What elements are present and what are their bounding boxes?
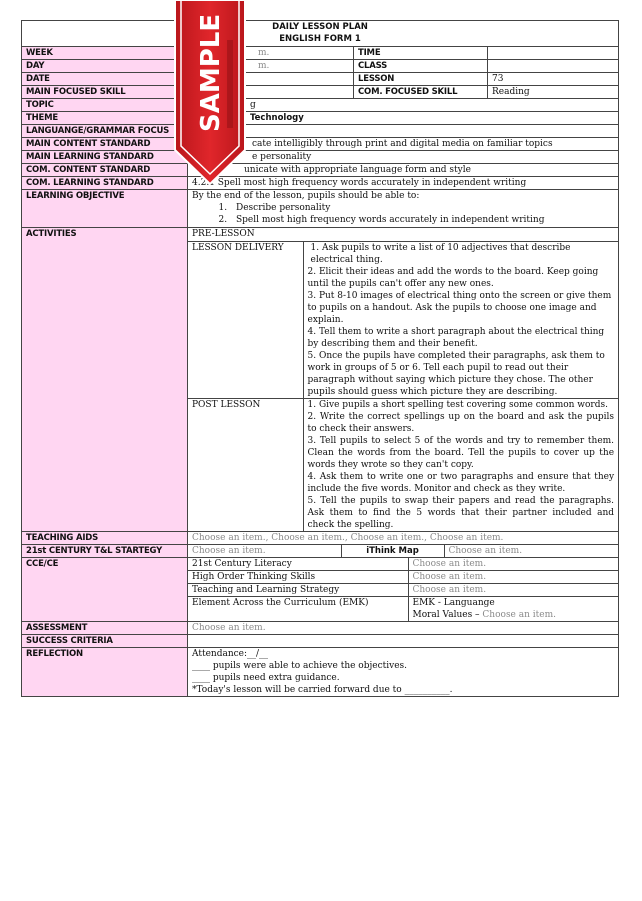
com-content-standard-value[interactable]: unicate with appropriate language form and style [188, 164, 619, 177]
com-learning-standard-value[interactable]: 4.2.1 Spell most high frequency words accurately in independent writing [188, 177, 619, 190]
c21-strategy-label: 21st CENTURY T&L STARTEGY [22, 544, 188, 557]
topic-label: TOPIC [22, 99, 188, 112]
ithink-map-label: iThink Map [341, 545, 444, 557]
main-learning-standard-label: MAIN LEARNING STANDARD [22, 151, 188, 164]
post-step: 3. Tell pupils to select 5 of the words and try to remember them. Clean the words from the board. Tell the pupils to cover up the words they wrote so they can't copy. [307, 435, 615, 470]
main-content-standard-label: MAIN CONTENT STANDARD [22, 138, 188, 151]
reflection-cell[interactable] [188, 648, 619, 697]
cce-item-name: 21st Century Literacy [188, 558, 408, 571]
class-label: CLASS [354, 60, 488, 73]
post-step: 4. Ask them to write one or two paragraphs and ensure that they include the five words. Monitor and check as they write. [307, 471, 615, 494]
grammar-label: LANGUANGE/GRAMMAR FOCUS [22, 125, 188, 138]
cce-item-value[interactable]: Choose an item. [408, 584, 618, 597]
week-label: WEEK [22, 47, 188, 60]
emk-label: Element Across the Curriculum (EMK) [188, 597, 408, 622]
c21-strategy-value[interactable]: Choose an item. [192, 545, 266, 556]
emk-language: EMK - Languange [412, 598, 495, 608]
delivery-step: 4. Tell them to write a short paragraph about the electrical thing by describing them and their benefit. [307, 326, 605, 349]
cce-label: CCE/CE [22, 557, 188, 622]
com-learning-standard-label: COM. LEARNING STANDARD [22, 177, 188, 190]
header-cell [22, 21, 619, 47]
cce-cell [188, 557, 619, 622]
com-skill-value[interactable]: Reading [488, 86, 619, 99]
delivery-step: 2. Elicit their ideas and add the words to the board. Keep going until the pupils can't offer any new ones. [307, 266, 599, 289]
emk-value[interactable] [408, 597, 618, 622]
learning-objective-intro: By the end of the lesson, pupils should be able to: [192, 191, 420, 201]
c21-strategy-table [188, 545, 618, 557]
lesson-delivery-label: LESSON DELIVERY [188, 241, 303, 398]
date-label: DATE [22, 73, 188, 86]
day-label: DAY [22, 60, 188, 73]
assessment-value[interactable]: Choose an item. [188, 622, 619, 635]
reflection-line: ____ pupils were able to achieve the objectives. [192, 661, 408, 671]
delivery-step: 1. Ask pupils to write a list of 10 adjectives that describe electrical thing. [310, 242, 571, 265]
time-value[interactable] [488, 47, 619, 60]
post-lesson-label: POST LESSON [188, 398, 303, 531]
cce-item-name: Teaching and Learning Strategy [188, 584, 408, 597]
com-content-standard-label: COM. CONTENT STANDARD [22, 164, 188, 177]
theme-value[interactable]: Technology [188, 112, 619, 125]
emk-moral-values: Moral Values – Choose an item. [412, 610, 556, 620]
delivery-step: 5. Once the pupils have completed their paragraphs, ask them to work in groups of 5 or 6. Tell each pupil to read out their paragraph without saying which picture they chose. The other pupils should guess which picture they are describing. [307, 350, 605, 397]
cce-item-value[interactable]: Choose an item. [408, 558, 618, 571]
post-step: 2. Write the correct spellings up on the board and ask the pupils to check their answers. [307, 411, 615, 434]
topic-value[interactable]: g [188, 99, 619, 112]
success-criteria-value[interactable] [188, 635, 619, 648]
lesson-value[interactable]: 73 [488, 73, 619, 86]
reflection-attendance: Attendance:__/__ [192, 649, 269, 659]
sample-watermark-text: SAMPLE [196, 13, 226, 132]
post-step: 5. Tell the pupils to swap their papers and read the paragraphs. Ask them to find the 5 words that their partner included and check the spelling. [307, 495, 615, 530]
grammar-value[interactable] [188, 125, 619, 138]
com-skill-label: COM. FOCUSED SKILL [354, 86, 488, 99]
learning-objective-cell[interactable] [188, 190, 619, 228]
learning-objective-item: 1. Describe personality [230, 202, 614, 214]
learning-objective-label: LEARNING OBJECTIVE [22, 190, 188, 228]
day-value[interactable]: m. [188, 60, 354, 73]
ithink-map-value[interactable]: Choose an item. [448, 545, 523, 556]
theme-label: THEME [22, 112, 188, 125]
learning-objective-list [192, 202, 614, 226]
lesson-delivery-steps[interactable] [303, 241, 618, 398]
page-subtitle: ENGLISH FORM 1 [279, 34, 361, 44]
main-skill-label: MAIN FOCUSED SKILL [22, 86, 188, 99]
class-value[interactable] [488, 60, 619, 73]
c21-strategy-cell [188, 544, 619, 557]
success-criteria-label: SUCCESS CRITERIA [22, 635, 188, 648]
teaching-aids-value[interactable]: Choose an item., Choose an item., Choose an item., Choose an item. [188, 531, 619, 544]
activities-label: ACTIVITIES [22, 228, 188, 532]
assessment-label: ASSESSMENT [22, 622, 188, 635]
sample-ribbon-watermark [173, 0, 247, 185]
pre-lesson-label[interactable]: PRE-LESSON [188, 228, 618, 241]
time-label: TIME [354, 47, 488, 60]
reflection-line: *Today's lesson will be carried forward due to __________. [192, 685, 453, 695]
reflection-line: ____ pupils need extra guidance. [192, 673, 340, 683]
activities-table [188, 228, 618, 531]
main-learning-standard-value[interactable]: e personality [188, 151, 619, 164]
teaching-aids-label: TEACHING AIDS [22, 531, 188, 544]
cce-item-name: High Order Thinking Skills [188, 571, 408, 584]
page-title: DAILY LESSON PLAN [272, 22, 368, 32]
delivery-step: 3. Put 8-10 images of electrical thing onto the screen or give them to pupils on a handout. Ask the pupils to choose one image and explain. [307, 290, 612, 325]
reflection-label: REFLECTION [22, 648, 188, 697]
learning-objective-item: 2. Spell most high frequency words accurately in independent writing [230, 214, 614, 226]
cce-item-value[interactable]: Choose an item. [408, 571, 618, 584]
week-value[interactable]: m. [188, 47, 354, 60]
cce-table [188, 558, 618, 622]
activities-cell [188, 228, 619, 532]
main-content-standard-value[interactable]: cate intelligibly through print and digital media on familiar topics [188, 138, 619, 151]
lesson-label: LESSON [354, 73, 488, 86]
lesson-plan-document [21, 20, 618, 697]
lesson-plan-table [21, 20, 619, 697]
post-step: 1. Give pupils a short spelling test covering some common words. [307, 399, 608, 410]
post-lesson-steps[interactable] [303, 398, 618, 531]
